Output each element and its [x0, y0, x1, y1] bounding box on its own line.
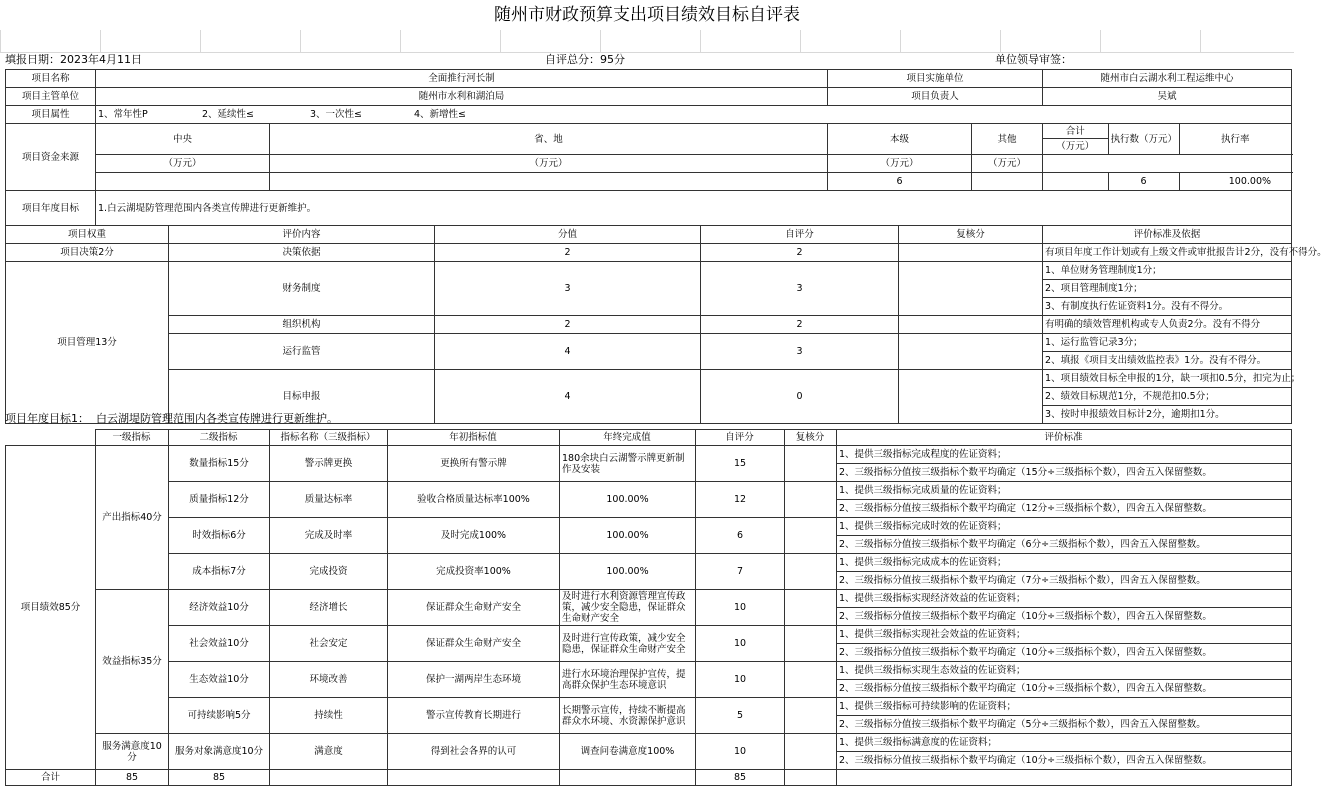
final-value: 调查问卷满意度100%	[560, 734, 696, 770]
review-score	[785, 446, 837, 482]
total-l2: 85	[169, 770, 270, 786]
fund-central	[96, 173, 270, 191]
self-score: 10	[696, 590, 785, 626]
cell: 1、运行监管记录3分；	[1043, 334, 1292, 352]
cell: （万元）	[972, 155, 1043, 173]
level2-indicator: 经济效益10分	[169, 590, 270, 626]
cell: 3	[435, 262, 701, 316]
cell: 运行监管	[169, 334, 435, 370]
initial-value: 完成投资率100%	[388, 554, 560, 590]
cell	[785, 770, 837, 786]
perf-label: 项目绩效85分	[6, 446, 96, 770]
goal-line-text: 白云湖堤防管理范围内各类宣传牌进行更新维护。	[96, 412, 338, 425]
cell: 2、项目管理制度1分；	[1043, 280, 1292, 298]
final-value: 进行水环境治理保护宣传，提高群众保护生态环境意识	[560, 662, 696, 698]
fund-total	[1043, 173, 1108, 190]
total-l1: 85	[96, 770, 169, 786]
cell: （万元）	[1043, 139, 1108, 155]
cell	[837, 770, 1292, 786]
indicator-name: 满意度	[270, 734, 388, 770]
review-score	[785, 518, 837, 554]
cell	[5, 430, 95, 446]
level2-indicator: 社会效益10分	[169, 626, 270, 662]
cell: 本级	[828, 124, 972, 155]
cell: 项目主管单位	[6, 88, 96, 106]
decision-label: 项目决策2分	[6, 244, 169, 262]
cell: 二级指标	[168, 430, 269, 446]
initial-value: 得到社会各界的认可	[388, 734, 560, 770]
criteria-line: 1、提供三级指标实现生态效益的佐证资料；	[837, 662, 1292, 680]
project-info-table	[5, 69, 1327, 424]
cell: 2	[701, 316, 899, 334]
indicator-name: 警示牌更换	[270, 446, 388, 482]
criteria-line: 2、三级指标分值按三级指标个数平均确定（10分÷三级指标个数），四舍五入保留整数。	[837, 680, 1292, 698]
indicator-name: 环境改善	[270, 662, 388, 698]
cell: 2、绩效目标规范1分，不规范扣0.5分；	[1043, 388, 1292, 406]
final-value: 100.00%	[560, 554, 696, 590]
cell: 复核分	[784, 430, 836, 446]
cell: 执行数（万元）	[1108, 124, 1179, 154]
review-score	[785, 482, 837, 518]
performance-body	[5, 445, 1292, 786]
level2-indicator: 数量指标15分	[169, 446, 270, 482]
cell: 其他	[972, 124, 1043, 155]
cell: 有明确的绩效管理机构或专人负责2分。没有不得分	[1043, 316, 1292, 334]
cell: 省、地	[270, 124, 828, 155]
goal-line	[5, 411, 338, 427]
level2-indicator: 成本指标7分	[169, 554, 270, 590]
attr-2: 2、延续性≤	[202, 109, 255, 120]
final-value: 长期警示宣传，持续不断提高群众水环境、水资源保护意识	[560, 698, 696, 734]
page-title: 随州市财政预算支出项目绩效目标自评表	[494, 5, 800, 25]
criteria-line: 2、三级指标分值按三级指标个数平均确定（6分÷三级指标个数），四舍五入保留整数。	[837, 536, 1292, 554]
cell: 3	[701, 334, 899, 370]
criteria-line: 1、提供三级指标满意度的佐证资料；	[837, 734, 1292, 752]
cell: 一级指标	[95, 430, 168, 446]
initial-value: 验收合格质量达标率100%	[388, 482, 560, 518]
sheet-gridlines	[0, 30, 1294, 53]
fund-local: 6	[828, 173, 972, 191]
final-value: 100.00%	[560, 518, 696, 554]
criteria-line: 2、三级指标分值按三级指标个数平均确定（10分÷三级指标个数），四舍五入保留整数。	[837, 644, 1292, 662]
cell: 1、单位财务管理制度1分；	[1043, 262, 1292, 280]
cell: 4	[435, 334, 701, 370]
cell: 项目年度目标	[6, 191, 96, 226]
cell: 项目权重	[6, 226, 169, 244]
criteria-line: 1、提供三级指标实现经济效益的佐证资料；	[837, 590, 1292, 608]
self-score: 10	[696, 734, 785, 770]
cell: 执行率	[1179, 124, 1291, 154]
project-name: 全面推行河长制	[96, 70, 828, 88]
self-score: 15	[696, 446, 785, 482]
cell	[899, 262, 1043, 316]
cell: 自评分	[695, 430, 784, 446]
cell: 复核分	[899, 226, 1043, 244]
self-score: 12	[696, 482, 785, 518]
performance-table	[5, 429, 1292, 446]
fund-right-group	[1043, 124, 1292, 155]
criteria-line: 2、三级指标分值按三级指标个数平均确定（12分÷三级指标个数），四舍五入保留整数。	[837, 500, 1292, 518]
cell: 年终完成值	[559, 430, 695, 446]
project-attrs	[96, 106, 1292, 124]
supervisor: 随州市水利和湖泊局	[96, 88, 828, 106]
goal-line-label: 项目年度目标1：	[5, 412, 89, 425]
cell: 决策依据	[169, 244, 435, 262]
impl-unit: 随州市白云湖水利工程运维中心	[1043, 70, 1292, 88]
cell: 评价内容	[169, 226, 435, 244]
cell	[560, 770, 696, 786]
total-self: 85	[696, 770, 785, 786]
self-score: 10	[696, 626, 785, 662]
fund-rate: 100.00%	[1228, 176, 1272, 187]
final-value: 及时进行宣传政策，减少安全隐患，保证群众生命财产安全	[560, 626, 696, 662]
level2-indicator: 质量指标12分	[169, 482, 270, 518]
cell: 项目属性	[6, 106, 96, 124]
final-value: 180余块白云湖警示牌更新制作及安装	[560, 446, 696, 482]
cell: 合计	[1043, 124, 1108, 139]
initial-value: 保证群众生命财产安全	[388, 590, 560, 626]
mgmt-label: 项目管理13分	[6, 262, 169, 424]
cell: 2	[435, 244, 701, 262]
fill-date: 填报日期：2023年4月11日	[5, 53, 142, 66]
self-score: 10	[696, 662, 785, 698]
cell: 3、按时申报绩效目标计2分，逾期扣1分。	[1043, 406, 1292, 424]
final-value: 100.00%	[560, 482, 696, 518]
cell: 中央	[96, 124, 270, 155]
cell: 组织机构	[169, 316, 435, 334]
cell	[388, 770, 560, 786]
cell: （万元）	[270, 155, 828, 173]
cell: 评价标准	[836, 430, 1291, 446]
cell: 目标申报	[169, 370, 435, 424]
total-score: 自评总分：95分	[545, 53, 625, 66]
initial-value: 保护一湖两岸生态环境	[388, 662, 560, 698]
criteria-line: 2、三级指标分值按三级指标个数平均确定（15分÷三级指标个数），四舍五入保留整数。	[837, 464, 1292, 482]
fund-other	[972, 173, 1043, 191]
criteria-line: 1、提供三级指标完成成本的佐证资料；	[837, 554, 1292, 572]
attr-3: 3、一次性≤	[310, 109, 363, 120]
cell	[899, 244, 1043, 262]
cell: 指标名称（三级指标）	[269, 430, 387, 446]
criteria-line: 1、提供三级指标完成程度的佐证资料；	[837, 446, 1292, 464]
initial-value: 警示宣传教育长期进行	[388, 698, 560, 734]
cell	[270, 770, 388, 786]
indicator-name: 经济增长	[270, 590, 388, 626]
self-score: 7	[696, 554, 785, 590]
owner: 吴斌	[1043, 88, 1292, 106]
review-score	[785, 590, 837, 626]
level2-indicator: 服务对象满意度10分	[169, 734, 270, 770]
cell: 4	[435, 370, 701, 424]
leader-sign: 单位领导审签：	[995, 53, 1072, 66]
cell: 项目实施单位	[828, 70, 1043, 88]
satisfaction-label: 服务满意度10分	[96, 734, 169, 770]
review-score	[785, 734, 837, 770]
cell: 自评分	[701, 226, 899, 244]
criteria-line: 2、三级指标分值按三级指标个数平均确定（10分÷三级指标个数），四舍五入保留整数。	[837, 608, 1292, 626]
cell: 0	[701, 370, 899, 424]
cell	[899, 370, 1043, 424]
project-goal: 1.白云湖堤防管理范围内各类宣传牌进行更新维护。	[96, 191, 1292, 226]
level2-indicator: 可持续影响5分	[169, 698, 270, 734]
fund-right-values	[1043, 173, 1292, 191]
review-score	[785, 662, 837, 698]
level2-indicator: 时效指标6分	[169, 518, 270, 554]
criteria-line: 2、三级指标分值按三级指标个数平均确定（5分÷三级指标个数），四舍五入保留整数。	[837, 716, 1292, 734]
final-value: 及时进行水利资源管理宣传政策，减少安全隐患，保证群众生命财产安全	[560, 590, 696, 626]
initial-value: 保证群众生命财产安全	[388, 626, 560, 662]
indicator-name: 持续性	[270, 698, 388, 734]
indicator-name: 质量达标率	[270, 482, 388, 518]
fund-executed: 6	[1108, 173, 1179, 190]
cell: 项目资金来源	[6, 124, 96, 191]
cell: 2	[435, 316, 701, 334]
output-label: 产出指标40分	[96, 446, 169, 590]
criteria-line: 1、提供三级指标完成时效的佐证资料；	[837, 518, 1292, 536]
attr-1: 1、常年性P	[98, 109, 148, 120]
cell	[899, 334, 1043, 370]
cell: 财务制度	[169, 262, 435, 316]
initial-value: 更换所有警示牌	[388, 446, 560, 482]
cell: 年初指标值	[387, 430, 559, 446]
cell: 有项目年度工作计划或有上级文件或审批报告计2分，没有不得分。	[1043, 244, 1292, 262]
level2-indicator: 生态效益10分	[169, 662, 270, 698]
cell: （万元）	[96, 155, 270, 173]
cell: 项目负责人	[828, 88, 1043, 106]
indicator-name: 社会安定	[270, 626, 388, 662]
criteria-line: 1、提供三级指标可持续影响的佐证资料；	[837, 698, 1292, 716]
criteria-line: 1、提供三级指标完成质量的佐证资料；	[837, 482, 1292, 500]
total-label: 合计	[6, 770, 96, 786]
criteria-line: 1、提供三级指标实现社会效益的佐证资料；	[837, 626, 1292, 644]
criteria-line: 2、三级指标分值按三级指标个数平均确定（10分÷三级指标个数），四舍五入保留整数。	[837, 752, 1292, 770]
cell: 1、项目绩效目标全申报的1分，缺一项扣0.5分，扣完为止；	[1043, 370, 1292, 388]
cell: 2、填报《项目支出绩效监控表》1分。没有不得分。	[1043, 352, 1292, 370]
self-score: 6	[696, 518, 785, 554]
review-score	[785, 554, 837, 590]
indicator-name: 完成及时率	[270, 518, 388, 554]
fund-province	[270, 173, 828, 191]
cell: 3、有制度执行佐证资料1分。没有不得分。	[1043, 298, 1292, 316]
cell	[899, 316, 1043, 334]
indicator-name: 完成投资	[270, 554, 388, 590]
cell: （万元）	[828, 155, 972, 173]
cell: 分值	[435, 226, 701, 244]
cell: 2	[701, 244, 899, 262]
fund-right-spacer	[1043, 155, 1292, 173]
attr-4: 4、新增性≤	[414, 109, 467, 120]
initial-value: 及时完成100%	[388, 518, 560, 554]
criteria-line: 2、三级指标分值按三级指标个数平均确定（7分÷三级指标个数），四舍五入保留整数。	[837, 572, 1292, 590]
self-score: 5	[696, 698, 785, 734]
review-score	[785, 626, 837, 662]
benefit-label: 效益指标35分	[96, 590, 169, 734]
review-score	[785, 698, 837, 734]
cell: 3	[701, 262, 899, 316]
cell: 评价标准及依据	[1043, 226, 1292, 244]
cell: 项目名称	[6, 70, 96, 88]
